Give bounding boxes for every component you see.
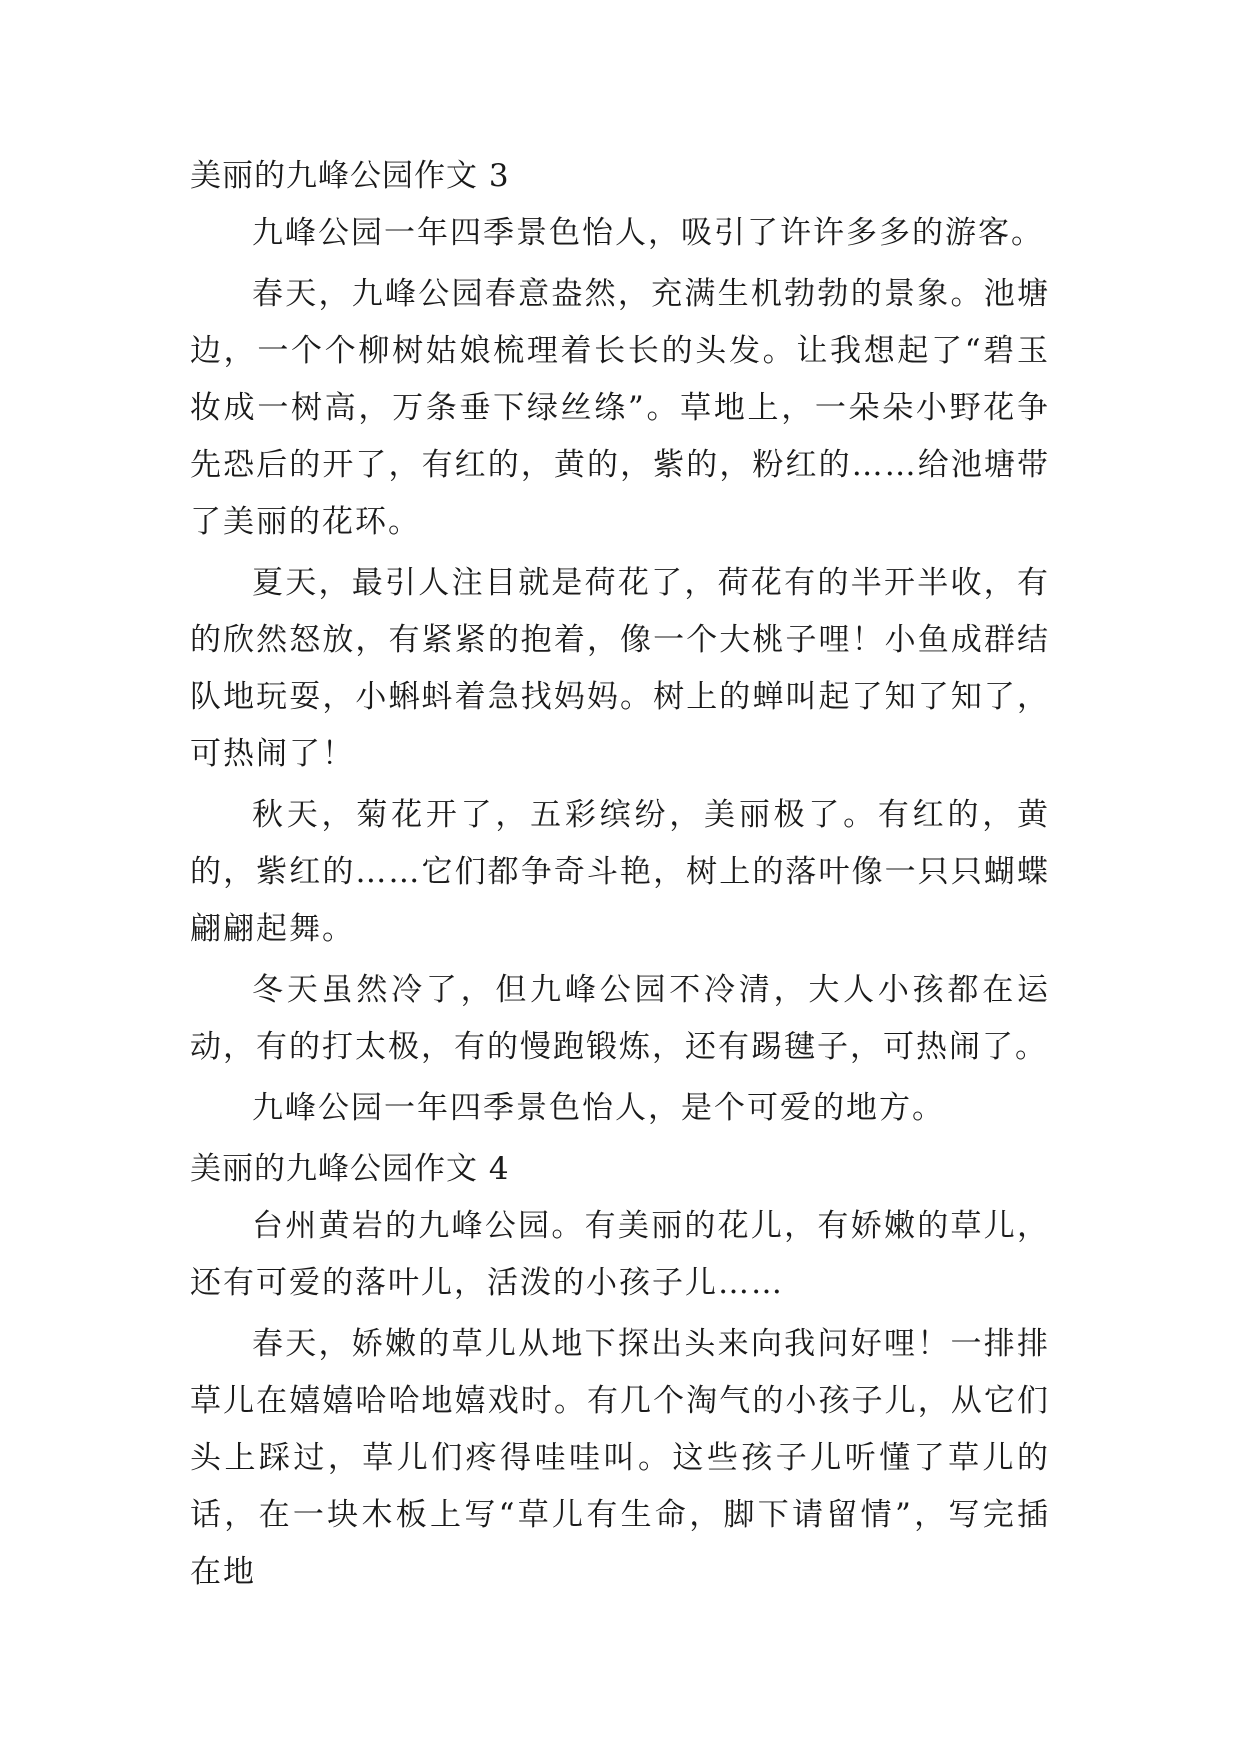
paragraph: 春天，娇嫩的草儿从地下探出头来向我问好哩！一排排草儿在嬉嬉哈哈地嬉戏时。有几个淘气的小孩子儿，从它们头上踩过，草儿们疼得哇哇叫。这些孩子儿听懂了草儿的话，在一块木板上写“草儿有生命，脚下请留情”，写完插在地 [190,1326,1050,1590]
paragraph: 春天，九峰公园春意盎然，充满生机勃勃的景象。池塘边，一个个柳树姑娘梳理着长长的头发。让我想起了“碧玉妆成一树高，万条垂下绿丝绦”。草地上，一朵朵小野花争先恐后的开了，有红的，黄的，紫的，粉红的……给池塘带了美丽的花环。 [190,276,1050,540]
paragraph: 冬天虽然冷了，但九峰公园不冷清，大人小孩都在运动，有的打太极，有的慢跑锻炼，还有踢毽子，可热闹了。 [190,972,1050,1065]
essay-title: 美丽的九峰公园作文 3 [190,158,510,194]
paragraph: 秋天，菊花开了，五彩缤纷，美丽极了。有红的，黄的，紫红的……它们都争奇斗艳，树上的落叶像一只只蝴蝶翩翩起舞。 [190,797,1050,947]
paragraph: 九峰公园一年四季景色怡人，是个可爱的地方。 [252,1090,945,1126]
document-page [190,148,1050,1605]
essay-section-3 [190,148,1050,1137]
paragraph: 九峰公园一年四季景色怡人，吸引了许许多多的游客。 [252,215,1044,251]
essay-section-4 [190,1141,1050,1601]
paragraph: 台州黄岩的九峰公园。有美丽的花儿，有娇嫩的草儿，还有可爱的落叶儿，活泼的小孩子儿…… [190,1208,1050,1301]
paragraph: 夏天，最引人注目就是荷花了，荷花有的半开半收，有的欣然怒放，有紧紧的抱着，像一个大桃子哩！小鱼成群结队地玩耍，小蝌蚪着急找妈妈。树上的蝉叫起了知了知了，可热闹了！ [190,565,1050,772]
essay-title: 美丽的九峰公园作文 4 [190,1151,510,1187]
